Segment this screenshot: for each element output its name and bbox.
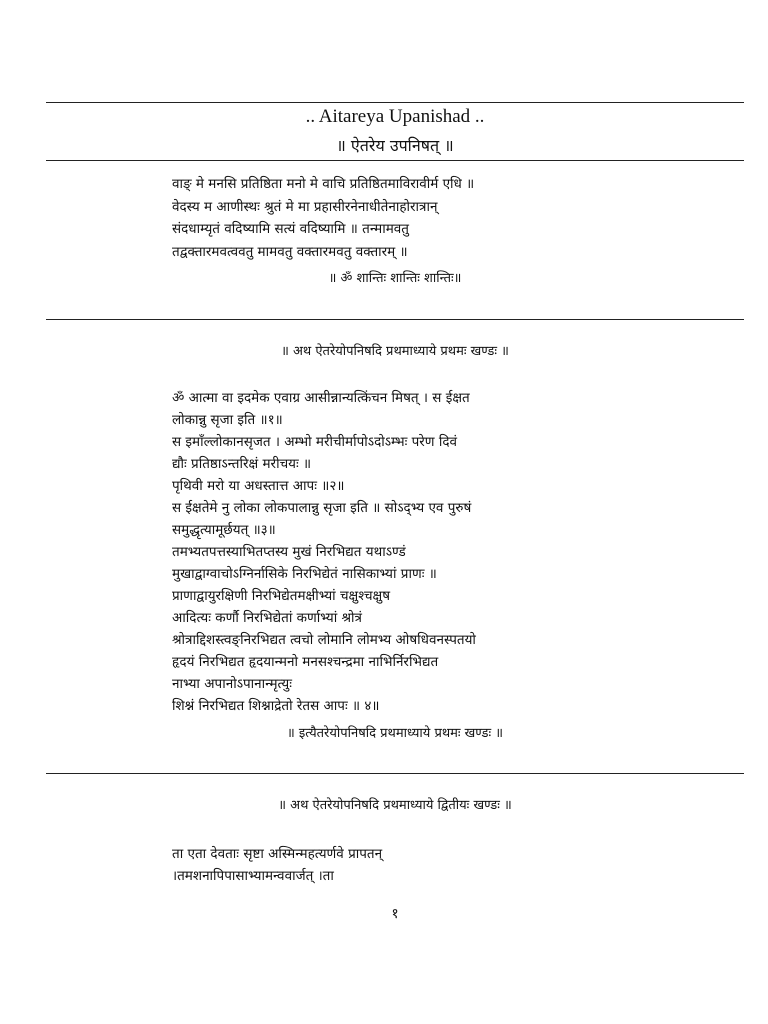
verse-line: मुखाद्वाग्वाचोऽग्निर्नासिके निरभिद्येतं नासिकाभ्यां प्राणः ॥ (172, 566, 437, 582)
page-number: १ (391, 906, 399, 922)
shanti-line: संदधाम्यृतं वदिष्यामि सत्यं वदिष्यामि ॥ तन्मामवतु (172, 221, 409, 237)
shanti-line: तद्वक्तारमवत्ववतु मामवतु वक्तारमवतु वक्तारम् ॥ (172, 243, 408, 260)
section1-heading: ॥ अथ ऐतरेयोपनिषदि प्रथमाध्याये प्रथमः खण्डः ॥ (281, 344, 509, 359)
verse-line: शिश्नं निरभिद्यत शिश्नाद्रेतो रेतस आपः ॥ ४॥ (172, 698, 380, 714)
verse-line: पृथिवी मरो या अधस्तात्त आपः ॥२॥ (172, 478, 345, 494)
verse-line: ।तमशनापिपासाभ्यामन्ववार्जत् ।ता (172, 868, 334, 884)
section1-verses (172, 387, 742, 717)
page-title-english: .. Aitareya Upanishad .. (305, 106, 485, 127)
page-title-devanagari: ॥ ऐतरेय उपनिषत् ॥ (336, 136, 454, 155)
verse-line: द्यौः प्रतिष्ठाऽन्तरिक्षं मरीचयः ॥ (172, 456, 312, 472)
verse-line: नाभ्या अपानोऽपानान्मृत्युः (172, 676, 292, 692)
verse-line: ॐ आत्मा वा इदमेक एवाग्र आसीन्नान्यत्किंचन मिषत् । स ईक्षत (172, 390, 470, 406)
verse-line: समुद्धृत्यामूर्छयत् ॥३॥ (172, 522, 276, 538)
shanti-line: वाङ् मे मनसि प्रतिष्ठिता मनो मे वाचि प्रतिष्ठितमाविरावीर्म एधि ॥ (172, 176, 475, 192)
verse-line: ता एता देवताः सृष्टा अस्मिन्महत्यर्णवे प्रापतन् (172, 846, 383, 862)
section-rule (46, 773, 744, 774)
verse-line: स ईक्षतेमे नु लोका लोकपालान्नु सृजा इति ॥ सोऽद्भ्य एव पुरुषं (172, 500, 472, 516)
shanti-path-block (172, 173, 742, 263)
verse-line: तमभ्यतपत्तस्याभितप्तस्य मुखं निरभिद्यत यथाऽण्डं (172, 544, 406, 560)
shanti-closing: ॥ ॐ शान्तिः शान्तिः शान्तिः॥ (328, 271, 462, 286)
shanti-line: वेदस्य म आणीस्थः श्रुतं मे मा प्रहासीरनेनाधीतेनाहोरात्रान् (172, 198, 438, 215)
section1-closing: ॥ इत्यैतरेयोपनिषदि प्रथमाध्याये प्रथमः खण्डः ॥ (287, 726, 503, 741)
verse-line: श्रोत्राद्दिशस्त्वङ्निरभिद्यत त्वचो लोमानि लोमभ्य ओषधिवनस्पतयो (172, 632, 476, 648)
title-bottom-rule (46, 160, 744, 161)
verse-line: लोकान्नु सृजा इति ॥१॥ (172, 412, 283, 428)
section2-verses (172, 843, 742, 887)
verse-line: स इमाँल्लोकानसृजत । अम्भो मरीचीर्मापोऽदोऽम्भः परेण दिवं (172, 434, 458, 450)
section2-heading: ॥ अथ ऐतरेयोपनिषदि प्रथमाध्याये द्वितीयः खण्डः ॥ (278, 798, 512, 813)
section-rule (46, 319, 744, 320)
top-rule (46, 102, 744, 103)
verse-line: आदित्यः कर्णौ निरभिद्येतां कर्णाभ्यां श्रोत्रं (172, 610, 362, 626)
verse-line: हृदयं निरभिद्यत हृदयान्मनो मनसश्चन्द्रमा नाभिर्निरभिद्यत (172, 654, 439, 670)
verse-line: प्राणाद्वायुरक्षिणी निरभिद्येतमक्षीभ्यां चक्षुश्चक्षुष (172, 588, 390, 604)
